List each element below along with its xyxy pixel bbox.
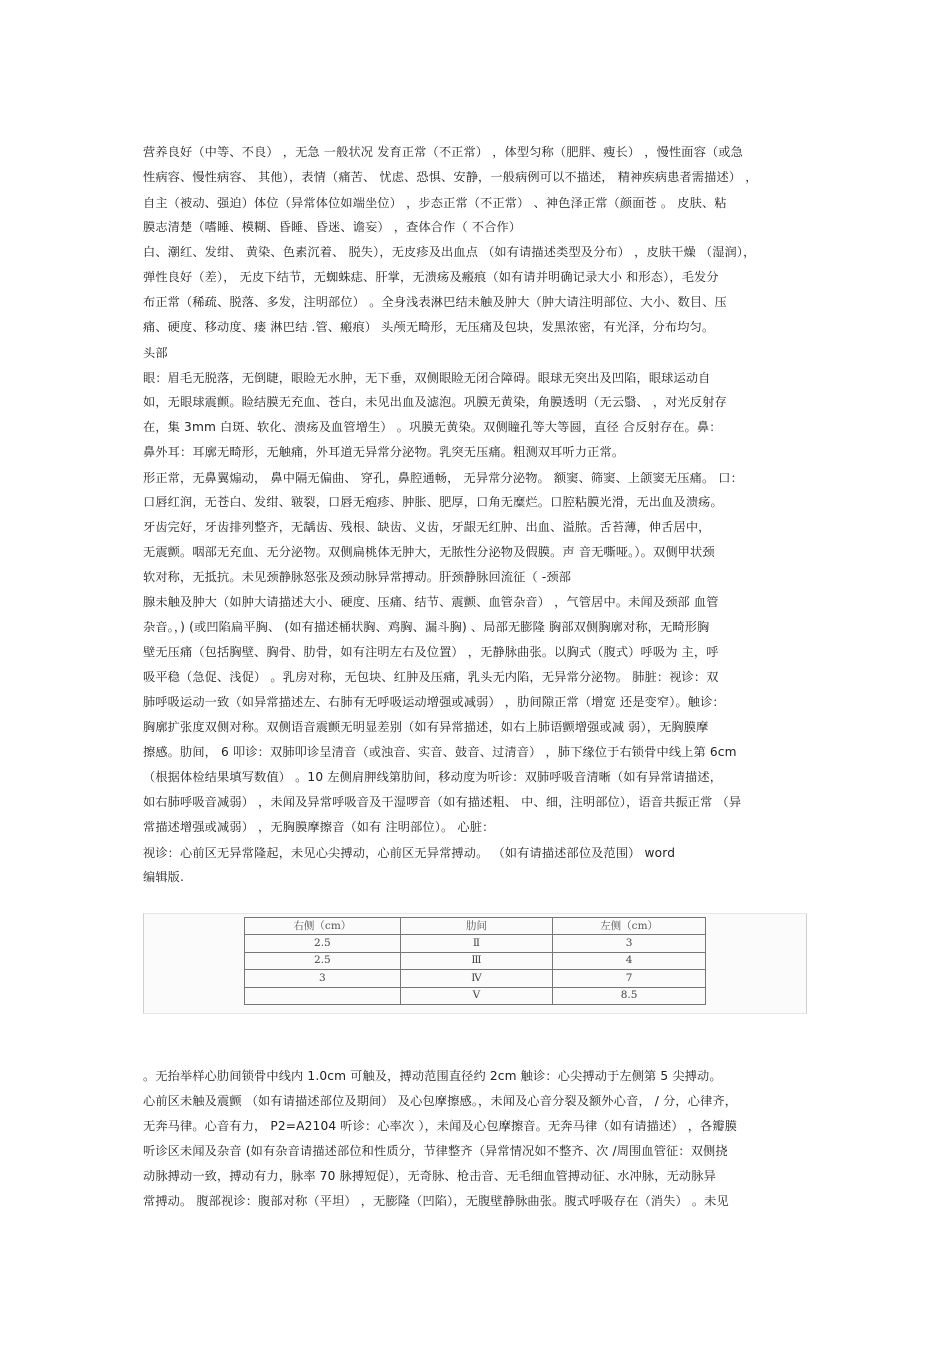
table-cell: 2.5 [245, 935, 401, 952]
table-row [245, 935, 706, 952]
text-line: 弹性良好（差）， 无皮下结节，无蜘蛛痣、肝掌，无溃疡及瘢痕（如有请并明确记录大小 和形态），毛发分 [143, 270, 719, 284]
text-line: 痛、硬度、移动度、瘘 淋巴结 .管、瘢痕） 头颅无畸形，无压痛及包块，发黑浓密，有光泽，分布均匀。 [143, 320, 715, 334]
text-line: 吸平稳（急促、浅促） 。乳房对称，无包块、红肿及压痛，乳头无内陷，无异常分泌物。 肺脏：视诊：双 [143, 670, 719, 684]
text-line: 常搏动。 腹部视诊：腹部对称（平坦） ，无膨隆（凹陷），无腹壁静脉曲张。腹式呼吸存在（消失） 。未见 [143, 1194, 729, 1208]
table-cell: Ⅳ [400, 970, 552, 987]
text-line: 牙齿完好，牙齿排列整齐，无龋齿、残根、缺齿、义齿，牙龈无红肿、出血、溢脓。舌苔薄，伸舌居中， [143, 520, 711, 534]
table-cell: 3 [245, 970, 401, 987]
text-line: 常描述增强或减弱） ，无胸膜摩擦音（如有 注明部位）。 心脏： [143, 820, 495, 834]
text-line: （根据体检结果填写数值） 。10 左侧肩胛线第肋间，移动度为听诊：双肺呼吸音清晰（如有异常请描述， [143, 770, 723, 784]
table-header-cell: 左侧（cm） [553, 918, 706, 935]
text-line: 杂音。，) (或凹陷扁平胸、 (如有描述桶状胸、鸡胸、漏斗胸) 、局部无膨隆 胸部双侧胸廓对称，无畸形胸 [143, 620, 710, 634]
text-line: 视诊：心前区无异常隆起，未见心尖搏动，心前区无异常搏动。 （如有请描述部位及范围） word [143, 846, 676, 860]
text-line: 形正常，无鼻翼煽动， 鼻中隔无偏曲、 穿孔，鼻腔通畅， 无异常分泌物。 额窦、筛窦、上颌窦无压痛。 口： [143, 471, 743, 485]
text-line: 如，无眼球震颤。睑结膜无充血、苍白，未见出血及滤泡。巩膜无黄染，角膜透明（无云翳、 ，对光反射存 [143, 395, 727, 409]
section-heading-head: 头部 [143, 346, 168, 360]
text-line: 无奔马律。心音有力， P2=A2104 听诊：心率次 ），未闻及心包摩擦音。无奔马律（如有请描述） ，各瓣膜 [143, 1119, 738, 1133]
text-line: 鼻外耳：耳廓无畸形，无触痛，外耳道无异常分泌物。乳突无压痛。粗测双耳听力正常。 [143, 445, 625, 459]
table-cell: 8.5 [553, 987, 706, 1004]
text-line: 腺未触及肿大（如肿大请描述大小、硬度、压痛、结节、震颤、血管杂音） ，气管居中。未闻及颈部 血管 [143, 595, 719, 609]
text-line: 编辑版. [143, 870, 185, 884]
table-cell: Ⅴ [400, 987, 552, 1004]
text-line: 。无抬举样心肋间锁骨中线内 1.0cm 可触及，搏动范围直径约 2cm 触诊：心尖搏动于左侧第 5 尖搏动。 [143, 1069, 722, 1083]
text-line: 口唇红润，无苍白、发绀、皲裂，口唇无疱疹、肿胀、肥厚，口角无糜烂。口腔粘膜光滑，无出血及溃疡。 [143, 495, 723, 509]
table-header-row [245, 918, 706, 935]
text-line: 听诊区未闻及杂音 (如有杂音请描述部位和性质分，节律整齐（异常情况如不整齐、次 /周围血管征：双侧挠 [143, 1144, 728, 1158]
table-cell: 2.5 [245, 952, 401, 969]
rib-percussion-table [244, 917, 706, 1005]
text-line: 软对称，无抵抗。未见颈静脉怒张及颈动脉异常搏动。肝颈静脉回流征（ -颈部 [143, 570, 572, 584]
table-cell: 7 [553, 970, 706, 987]
text-line: 眼：眉毛无脱落，无倒睫，眼睑无水肿，无下垂，双侧眼睑无闭合障碍。眼球无突出及凹陷，眼球运动自 [143, 371, 711, 385]
text-line: 无震颤。咽部无充血、无分泌物。双侧扁桃体无肿大，无脓性分泌物及假膜。声 音无嘶哑。）。双侧甲状颈 [143, 545, 715, 559]
table-header-cell: 右侧（cm） [245, 918, 401, 935]
rib-table-image [143, 913, 807, 1014]
table-row [245, 952, 706, 969]
text-line: 在，集 3mm 白斑、软化、溃疡及血管增生） 。巩膜无黄染。双侧瞳孔等大等圆，直径 合反射存在。鼻： [143, 420, 722, 434]
table-row [245, 970, 706, 987]
table-cell: Ⅲ [400, 952, 552, 969]
table-cell: 3 [553, 935, 706, 952]
text-line: 胸廓扩张度双侧对称。双侧语音震颤无明显差别（如有异常描述，如右上肺语颤增强或减 弱），无胸膜摩 [143, 720, 709, 734]
text-line: 壁无压痛（包括胸壁、胸骨、肋骨，如有注明左右及位置） ，无静脉曲张。以胸式（腹式）呼吸为 主，呼 [143, 645, 719, 659]
table-cell [245, 987, 401, 1004]
table-header-cell: 肋间 [400, 918, 552, 935]
text-line: 性病容、慢性病容、 其他），表情（痛苦、 忧虑、恐惧、安静，一般病例可以不描述， 精神疾病患者需描述） ， [143, 170, 758, 184]
text-line: 白、潮红、发绀、 黄染、色素沉着、 脱失），无皮疹及出血点 （如有请描述类型及分布） ，皮肤干燥 （湿润）， [143, 245, 756, 259]
text-line: 动脉搏动一致，搏动有力，脉率 70 脉搏短促），无奇脉、枪击音、无毛细血管搏动征、水冲脉，无动脉异 [143, 1169, 716, 1183]
text-line: 膜志清楚（嗜睡、模糊、昏睡、昏迷、谵妄） ，查体合作（ 不合作） [143, 220, 522, 234]
text-line: 擦感。肋间， 6 叩诊：双肺叩诊呈清音（或浊音、实音、鼓音、过清音） ，肺下缘位于右锁骨中线上第 6cm [143, 745, 737, 759]
text-line: 肺呼吸运动一致（如异常描述左、右肺有无呼吸运动增强或减弱） ，肋间隙正常（增宽 还是变窄）。触诊： [143, 695, 725, 709]
text-line: 布正常（稀疏、脱落、多发，注明部位） 。全身浅表淋巴结未触及肿大（肿大请注明部位、大小、数目、压 [143, 295, 727, 309]
text-line: 自主（被动、强迫）体位（异常体位如端坐位） ，步态正常（不正常） 、神色泽正常（颜面苍 。 皮肤、粘 [143, 196, 727, 210]
table-row [245, 987, 706, 1004]
text-line: 心前区未触及震颤 （如有请描述部位及期间） 及心包摩擦感。，未闻及心音分裂及额外心音， / 分，心律齐， [143, 1094, 738, 1108]
table-cell: 4 [553, 952, 706, 969]
text-line: 营养良好（中等、不良） ，无急 一般状况 发育正常（不正常） ，体型匀称（肥胖、瘦长） ，慢性面容（或急 [143, 145, 743, 159]
table-cell: Ⅱ [400, 935, 552, 952]
text-line: 如右肺呼吸音减弱） ，未闻及异常呼吸音及干湿啰音（如有描述粗、 中、细，注明部位），语音共振正常 （异 [143, 795, 742, 809]
